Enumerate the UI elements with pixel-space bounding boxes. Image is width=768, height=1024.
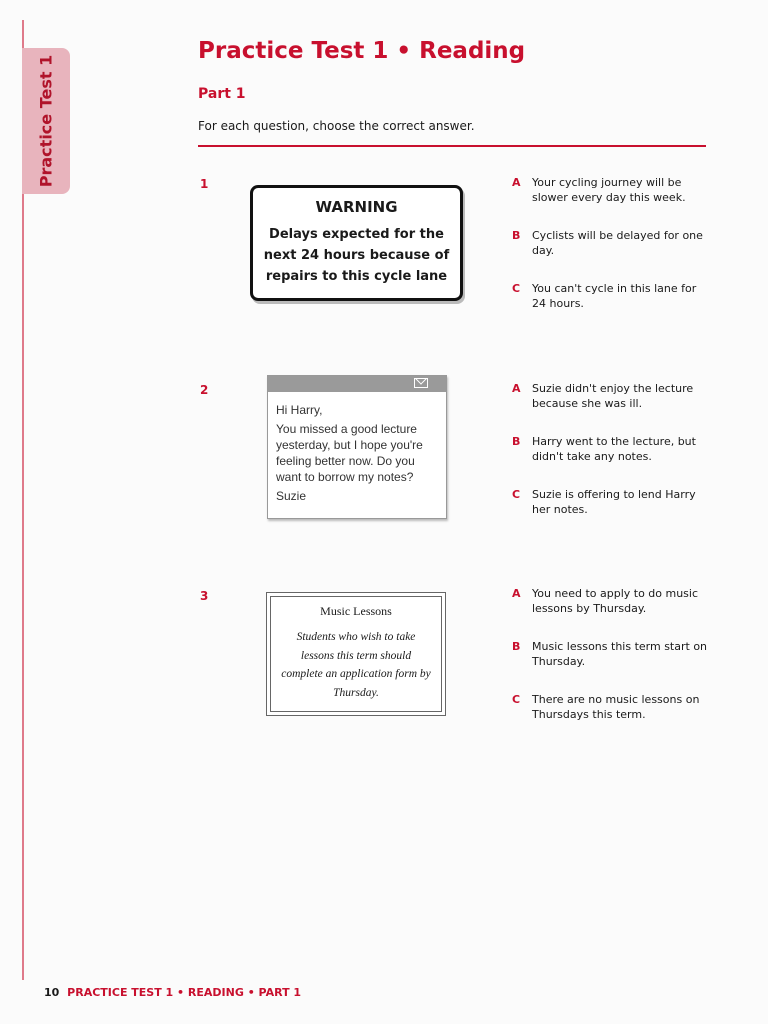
email-message	[267, 375, 447, 519]
footer-page-number: 10	[44, 986, 60, 999]
email-text: You missed a good lecture yesterday, but I hope you're feeling better now. Do you want to borrow my notes?	[276, 422, 423, 484]
option-letter: A	[512, 587, 521, 600]
footer-text: PRACTICE TEST 1 • READING • PART 1	[67, 986, 302, 999]
question-3-options	[512, 586, 712, 722]
option-2a[interactable]	[512, 381, 712, 411]
option-letter: B	[512, 229, 521, 242]
page-title: Practice Test 1 • Reading	[198, 38, 526, 64]
option-text: You need to apply to do music lessons by Thursday.	[532, 587, 699, 615]
email-title-bar	[268, 376, 446, 392]
header-divider	[198, 145, 706, 147]
warning-sign	[250, 185, 463, 301]
question-number-1: 1	[200, 177, 209, 191]
option-3a[interactable]	[512, 586, 712, 616]
option-text: Cyclists will be delayed for one day.	[532, 229, 703, 257]
option-text: Suzie is offering to lend Harry her notes.	[532, 488, 696, 516]
option-1a[interactable]	[512, 175, 712, 205]
option-2c[interactable]	[512, 487, 712, 517]
option-3b[interactable]	[512, 639, 712, 669]
section-side-tab	[22, 48, 70, 194]
question-2-options	[512, 381, 712, 517]
option-text: You can't cycle in this lane for 24 hours.	[532, 282, 697, 310]
email-signature: Suzie	[276, 489, 307, 503]
option-letter: C	[512, 488, 521, 501]
option-text: Music lessons this term start on Thursday.	[532, 640, 708, 668]
option-letter: C	[512, 282, 521, 295]
option-text: There are no music lessons on Thursdays this term.	[532, 693, 700, 721]
option-letter: B	[512, 435, 521, 448]
music-lessons-notice	[266, 592, 446, 716]
option-2b[interactable]	[512, 434, 712, 464]
email-body	[268, 392, 446, 504]
email-greeting: Hi Harry,	[276, 403, 323, 417]
warning-title: WARNING	[315, 198, 398, 216]
notice-text: Students who wish to take lessons this term should complete an application form by Thursday.	[281, 631, 431, 699]
option-letter: B	[512, 640, 521, 653]
side-tab-label: Practice Test 1	[36, 54, 56, 188]
part-title: Part 1	[198, 86, 246, 102]
instruction-text: For each question, choose the correct answer.	[198, 119, 475, 133]
warning-text: Delays expected for the next 24 hours because of repairs to this cycle lane	[263, 227, 450, 284]
option-1b[interactable]	[512, 228, 712, 258]
question-1-options	[512, 175, 712, 311]
envelope-icon	[414, 378, 428, 388]
question-number-2: 2	[200, 383, 209, 397]
option-3c[interactable]	[512, 692, 712, 722]
option-text: Suzie didn't enjoy the lecture because she was ill.	[532, 382, 694, 410]
notice-title: Music Lessons	[320, 604, 392, 618]
option-letter: A	[512, 176, 521, 189]
option-text: Your cycling journey will be slower every day this week.	[532, 176, 686, 204]
option-1c[interactable]	[512, 281, 712, 311]
option-letter: A	[512, 382, 521, 395]
notice-inner-frame	[270, 596, 442, 712]
question-number-3: 3	[200, 589, 209, 603]
option-text: Harry went to the lecture, but didn't take any notes.	[532, 435, 696, 463]
page-footer	[44, 986, 301, 999]
option-letter: C	[512, 693, 521, 706]
